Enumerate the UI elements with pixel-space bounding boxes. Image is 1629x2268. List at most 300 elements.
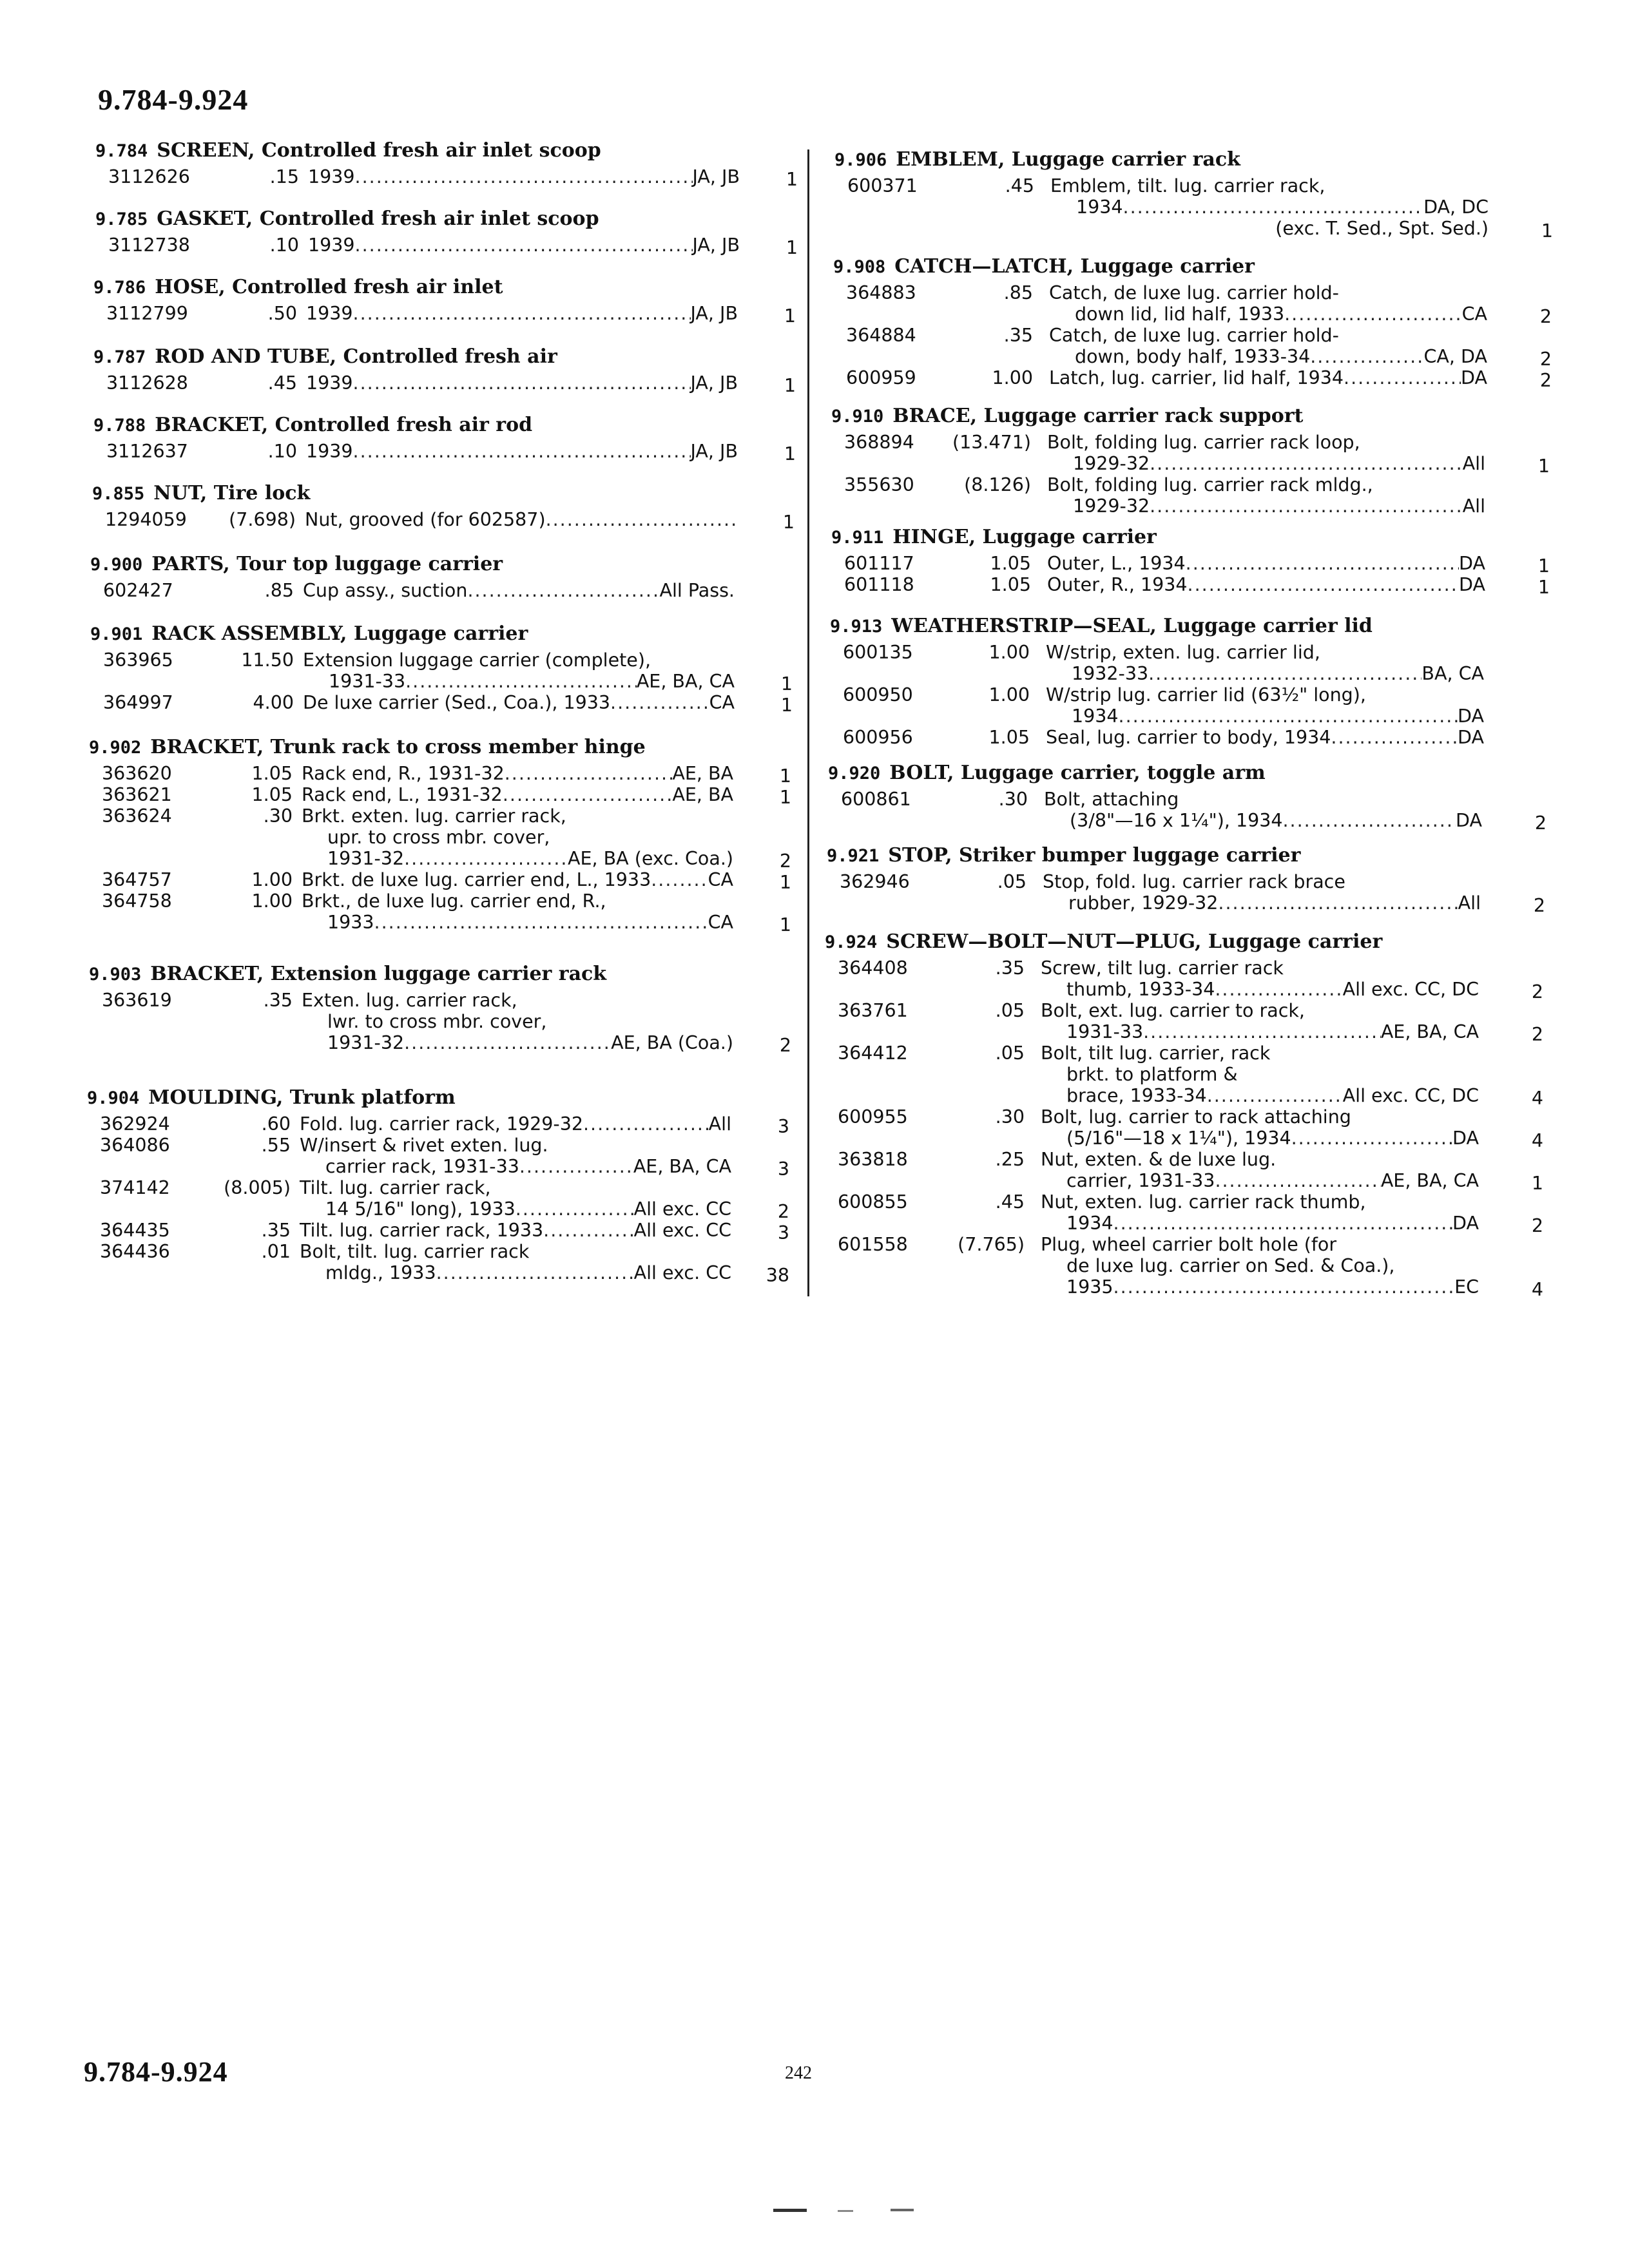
dot-leader xyxy=(519,1156,633,1177)
part-row xyxy=(87,1241,796,1286)
description-text: mldg., 1933 xyxy=(325,1262,436,1283)
part-number: 601558 xyxy=(838,1234,908,1255)
section-title: BRACKET, Extension luggage carrier rack xyxy=(150,963,607,985)
description-line xyxy=(1041,1191,1479,1213)
section-code: 9.910 xyxy=(831,407,884,427)
quantity: 1 xyxy=(784,443,796,465)
part-number: 355630 xyxy=(844,474,914,495)
part-number: 600956 xyxy=(843,727,913,748)
part-number: 602427 xyxy=(103,580,173,601)
quantity: 1 xyxy=(1531,1173,1543,1194)
dot-leader xyxy=(505,763,673,784)
section-title: BRACKET, Controlled fresh air rod xyxy=(155,414,533,436)
dot-leader xyxy=(355,166,693,187)
section-code: 9.901 xyxy=(90,624,143,644)
page-footer-range: 9.784-9.924 xyxy=(84,2056,228,2088)
scan-mark xyxy=(891,2209,914,2211)
section-title: GASKET, Controlled fresh air inlet scoop xyxy=(157,207,599,230)
dot-leader xyxy=(404,1032,611,1053)
part-number: 364408 xyxy=(838,957,908,979)
application-models: AE, BA, CA xyxy=(1380,1170,1479,1191)
description-text: Tilt. lug. carrier rack, xyxy=(300,1177,491,1198)
part-number: 600955 xyxy=(838,1106,908,1128)
catalog-section xyxy=(93,411,802,465)
part-price: 11.50 xyxy=(241,649,294,671)
description-text: de luxe lug. carrier on Sed. & Coa.), xyxy=(1066,1255,1395,1276)
application-models: All exc. CC xyxy=(633,1262,731,1283)
description-line xyxy=(303,649,735,671)
section-code: 9.785 xyxy=(95,209,148,229)
application-models: DA, DC xyxy=(1423,197,1489,218)
section-heading xyxy=(834,146,1569,174)
description-text: W/strip, exten. lug. carrier lid, xyxy=(1046,642,1320,663)
description-line xyxy=(327,827,733,848)
part-number: 600135 xyxy=(843,642,913,663)
part-price: .55 xyxy=(261,1135,291,1156)
part-row xyxy=(825,957,1559,1003)
part-price: .30 xyxy=(263,805,293,827)
description-text: Outer, L., 1934 xyxy=(1047,553,1186,574)
dot-leader xyxy=(1113,1213,1453,1234)
description-line xyxy=(1050,175,1489,197)
catalog-section xyxy=(92,479,801,533)
part-row xyxy=(87,1177,796,1220)
description-text: Exten. lug. carrier rack, xyxy=(302,990,517,1011)
part-price: .45 xyxy=(267,372,297,394)
section-heading xyxy=(95,205,804,233)
section-code: 9.904 xyxy=(87,1088,140,1108)
column-divider xyxy=(807,149,809,1296)
part-row xyxy=(89,805,798,872)
section-title: BOLT, Luggage carrier, toggle arm xyxy=(889,762,1266,784)
description-text: 1929-32 xyxy=(1073,495,1150,517)
dot-leader xyxy=(353,303,691,324)
application-models: AE, BA (exc. Coa.) xyxy=(567,848,733,869)
dot-leader xyxy=(1344,367,1461,389)
page-number: 242 xyxy=(785,2063,812,2083)
description-text: thumb, 1933-34 xyxy=(1066,979,1215,1000)
application-models: All Pass. xyxy=(659,580,735,601)
application-models: JA, JB xyxy=(690,441,738,462)
quantity: 2 xyxy=(1539,370,1552,391)
description-line xyxy=(300,1241,731,1262)
part-row xyxy=(95,235,804,256)
description-line xyxy=(1066,1170,1479,1191)
description-text: Brkt. exten. lug. carrier rack, xyxy=(302,805,566,827)
application-models: CA, DA xyxy=(1423,346,1487,367)
catalog-section xyxy=(93,343,802,396)
description-text: Screw, tilt lug. carrier rack xyxy=(1041,957,1284,979)
description-text: Brkt., de luxe lug. carrier end, R., xyxy=(302,890,606,912)
application-models: AE, BA, CA xyxy=(636,671,735,692)
section-heading xyxy=(830,612,1565,640)
application-models: EC xyxy=(1454,1276,1479,1298)
part-price: .50 xyxy=(267,303,297,324)
description-text: 1931-32 xyxy=(327,848,405,869)
catalog-section xyxy=(89,733,798,936)
application-models: JA, JB xyxy=(692,166,740,187)
part-number: 3112628 xyxy=(106,372,188,394)
description-line xyxy=(1072,706,1484,727)
description-text: upr. to cross mbr. cover, xyxy=(327,827,550,848)
section-title: ROD AND TUBE, Controlled fresh air xyxy=(155,345,557,368)
part-row xyxy=(831,574,1566,598)
description-line xyxy=(1066,1128,1479,1149)
dot-leader xyxy=(1150,495,1463,517)
part-number: 364086 xyxy=(100,1135,170,1156)
application-models: All exc. CC xyxy=(633,1198,731,1220)
description-text: lwr. to cross mbr. cover, xyxy=(327,1011,547,1032)
catalog-section xyxy=(90,620,799,716)
description-text: 1939 xyxy=(306,303,353,324)
section-title: NUT, Tire lock xyxy=(153,482,311,505)
application-models: CA xyxy=(708,912,733,933)
part-row xyxy=(92,509,801,533)
part-price: .85 xyxy=(1003,282,1033,303)
section-code: 9.786 xyxy=(93,278,146,298)
catalog-section xyxy=(825,928,1559,1300)
description-line xyxy=(1075,303,1487,325)
quantity: 3 xyxy=(777,1158,789,1180)
description-line xyxy=(300,1177,731,1198)
catalog-section xyxy=(93,273,802,327)
description-line xyxy=(1066,1255,1479,1276)
dot-leader xyxy=(1188,574,1460,595)
section-title: SCREW—BOLT—NUT—PLUG, Luggage carrier xyxy=(886,930,1383,953)
description-text: Outer, R., 1934 xyxy=(1047,574,1188,595)
description-line xyxy=(302,869,733,890)
quantity: 1 xyxy=(1537,577,1550,598)
part-price: 1.00 xyxy=(988,642,1030,663)
quantity: 2 xyxy=(1531,1215,1543,1236)
description-text: 1929-32 xyxy=(1073,453,1150,474)
scan-mark xyxy=(773,2209,807,2212)
section-code: 9.902 xyxy=(89,738,142,758)
part-number: 600861 xyxy=(841,789,911,810)
description-text: 1934 xyxy=(1072,706,1119,727)
catalog-section xyxy=(834,146,1569,242)
part-row xyxy=(93,372,802,394)
description-line xyxy=(325,1262,731,1283)
dot-leader xyxy=(1186,553,1459,574)
part-row xyxy=(89,890,798,936)
part-price: .05 xyxy=(995,1000,1025,1021)
description-line xyxy=(1047,553,1485,574)
description-line xyxy=(1041,1043,1479,1064)
section-code: 9.906 xyxy=(834,150,887,170)
quantity: 4 xyxy=(1531,1130,1543,1151)
section-heading xyxy=(95,137,804,165)
dot-leader xyxy=(1218,892,1458,914)
description-line xyxy=(1043,871,1481,892)
description-text: Nut, exten. lug. carrier rack thumb, xyxy=(1041,1191,1366,1213)
application-models: JA, JB xyxy=(690,372,738,394)
description-text: Bolt, ext. lug. carrier to rack, xyxy=(1041,1000,1305,1021)
application-models: DA xyxy=(1458,706,1484,727)
section-code: 9.787 xyxy=(93,347,146,367)
description-text: brkt. to platform & xyxy=(1066,1064,1238,1085)
dot-leader xyxy=(546,509,737,530)
quantity: 2 xyxy=(1531,1024,1543,1045)
part-row xyxy=(825,1191,1559,1234)
part-number: 363619 xyxy=(102,990,172,1011)
description-line xyxy=(1076,197,1489,218)
dot-leader xyxy=(1331,727,1458,748)
part-number: 600959 xyxy=(846,367,916,389)
part-row xyxy=(831,474,1566,517)
dot-leader xyxy=(503,784,673,805)
part-row xyxy=(89,784,798,808)
description-line xyxy=(302,990,733,1011)
description-text: 1931-33 xyxy=(1066,1021,1144,1043)
dot-leader xyxy=(467,580,659,601)
application-models: All xyxy=(708,1113,731,1135)
description-line xyxy=(1066,1021,1479,1043)
part-price: .35 xyxy=(261,1220,291,1241)
dot-leader xyxy=(405,671,637,692)
description-text: Stop, fold. lug. carrier rack brace xyxy=(1043,871,1345,892)
description-line xyxy=(1047,474,1485,495)
description-line xyxy=(1041,1149,1479,1170)
part-price: (7.765) xyxy=(958,1234,1025,1255)
quantity: 1 xyxy=(779,914,791,936)
description-line xyxy=(1068,892,1481,914)
description-text: De luxe carrier (Sed., Coa.), 1933 xyxy=(303,692,611,713)
section-heading xyxy=(89,960,798,988)
part-row xyxy=(87,1113,796,1135)
part-price: (8.005) xyxy=(224,1177,291,1198)
part-price: .85 xyxy=(264,580,294,601)
catalog-section xyxy=(830,612,1565,748)
section-heading xyxy=(831,402,1566,430)
section-heading xyxy=(93,343,802,371)
part-row xyxy=(830,642,1565,684)
part-row xyxy=(833,282,1568,325)
part-row xyxy=(89,869,798,893)
quantity: 2 xyxy=(777,1201,789,1222)
part-price: .01 xyxy=(261,1241,291,1262)
section-code: 9.913 xyxy=(830,617,883,637)
section-title: SCREEN, Controlled fresh air inlet scoop xyxy=(157,139,601,162)
quantity: 1 xyxy=(786,237,798,258)
description-line xyxy=(308,235,740,256)
catalog-section xyxy=(828,759,1563,834)
description-text: 1934 xyxy=(1066,1213,1113,1234)
section-title: CATCH—LATCH, Luggage carrier xyxy=(894,255,1255,278)
description-line xyxy=(1046,727,1484,748)
page-header-range: 9.784-9.924 xyxy=(98,83,249,116)
description-text: Bolt, tilt. lug. carrier rack xyxy=(300,1241,530,1262)
application-models: DA xyxy=(1461,367,1487,389)
dot-leader xyxy=(1291,1128,1452,1149)
description-line xyxy=(1041,1106,1479,1128)
description-line xyxy=(1041,957,1479,979)
description-text: Nut, exten. & de luxe lug. xyxy=(1041,1149,1277,1170)
section-heading xyxy=(89,733,798,762)
dot-leader xyxy=(516,1198,634,1220)
application-models: All xyxy=(1462,453,1485,474)
section-code: 9.908 xyxy=(833,257,886,277)
description-text: Rack end, L., 1931-32 xyxy=(302,784,503,805)
quantity: 38 xyxy=(766,1265,789,1286)
part-row xyxy=(833,367,1568,389)
part-price: 1.05 xyxy=(988,727,1030,748)
catalog-section xyxy=(90,550,799,601)
section-title: PARTS, Tour top luggage carrier xyxy=(151,553,503,575)
part-row xyxy=(825,1000,1559,1043)
dot-leader xyxy=(651,869,708,890)
description-line xyxy=(1044,789,1482,810)
dot-leader xyxy=(353,441,691,462)
dot-leader xyxy=(404,848,568,869)
part-number: 362946 xyxy=(840,871,910,892)
part-price: 4.00 xyxy=(253,692,294,713)
part-number: 364883 xyxy=(846,282,916,303)
description-text: Bolt, folding lug. carrier rack mldg., xyxy=(1047,474,1373,495)
application-models: AE, BA, CA xyxy=(633,1156,731,1177)
application-models: AE, BA (Coa.) xyxy=(611,1032,733,1053)
description-line xyxy=(302,890,733,912)
section-title: BRACE, Luggage carrier rack support xyxy=(892,405,1304,427)
dot-leader xyxy=(583,1113,709,1135)
description-text: Bolt, lug. carrier to rack attaching xyxy=(1041,1106,1351,1128)
section-code: 9.924 xyxy=(825,932,878,952)
description-line xyxy=(1066,1085,1479,1106)
application-models: All xyxy=(1462,495,1485,517)
description-line xyxy=(300,1113,731,1135)
part-number: 601118 xyxy=(844,574,914,595)
part-number: 364435 xyxy=(100,1220,170,1241)
quantity: 3 xyxy=(777,1116,789,1137)
dot-leader xyxy=(1215,979,1342,1000)
catalog-section xyxy=(95,137,804,190)
quantity: 2 xyxy=(1539,349,1552,370)
description-text: Bolt, attaching xyxy=(1044,789,1179,810)
application-models: BA, CA xyxy=(1422,663,1484,684)
section-code: 9.784 xyxy=(95,141,148,161)
part-price: .10 xyxy=(269,235,299,256)
quantity: 1 xyxy=(1537,555,1550,577)
quantity: 3 xyxy=(777,1222,789,1244)
description-text: Latch, lug. carrier, lid half, 1934 xyxy=(1049,367,1344,389)
section-title: BRACKET, Trunk rack to cross member hinge xyxy=(150,736,646,758)
quantity: 2 xyxy=(1539,306,1552,327)
catalog-section xyxy=(831,523,1566,598)
dot-leader xyxy=(1123,197,1424,218)
description-line xyxy=(1049,325,1487,346)
catalog-section xyxy=(833,253,1568,391)
quantity: 4 xyxy=(1531,1279,1543,1300)
dot-leader xyxy=(1207,1085,1343,1106)
description-text: 1934 xyxy=(1076,197,1123,218)
catalog-section xyxy=(95,205,804,258)
part-number: 600371 xyxy=(847,175,918,197)
description-text: 1933 xyxy=(327,912,374,933)
part-row xyxy=(831,553,1566,577)
application-models: DA xyxy=(1459,553,1485,574)
quantity: 2 xyxy=(779,1035,791,1056)
description-line xyxy=(1047,574,1485,595)
application-models: AE, BA, CA xyxy=(1380,1021,1479,1043)
part-number: 3112637 xyxy=(106,441,188,462)
description-line xyxy=(1047,432,1485,453)
dot-leader xyxy=(1310,346,1423,367)
part-row xyxy=(87,1135,796,1180)
quantity: 4 xyxy=(1531,1088,1543,1109)
part-number: 364758 xyxy=(102,890,172,912)
section-title: HOSE, Controlled fresh air inlet xyxy=(155,276,503,298)
part-price: .30 xyxy=(998,789,1028,810)
dot-leader xyxy=(353,372,691,394)
description-line xyxy=(1073,453,1485,474)
description-text: down, body half, 1933-34 xyxy=(1075,346,1311,367)
description-text: 1931-33 xyxy=(329,671,406,692)
section-heading xyxy=(93,411,802,439)
application-models: JA, JB xyxy=(692,235,740,256)
description-text: 1931-32 xyxy=(327,1032,405,1053)
description-text: carrier, 1931-33 xyxy=(1066,1170,1215,1191)
description-line xyxy=(325,1198,731,1220)
part-row xyxy=(90,692,799,716)
section-code: 9.903 xyxy=(89,965,142,985)
quantity: 1 xyxy=(1537,456,1550,477)
description-text: 1939 xyxy=(308,166,355,187)
part-row xyxy=(87,1220,796,1244)
application-models: DA xyxy=(1459,574,1485,595)
section-title: HINGE, Luggage carrier xyxy=(892,526,1157,548)
description-text: brace, 1933-34 xyxy=(1066,1085,1207,1106)
section-heading xyxy=(833,253,1568,281)
part-row xyxy=(833,325,1568,370)
section-code: 9.855 xyxy=(92,484,145,504)
section-title: MOULDING, Trunk platform xyxy=(148,1086,456,1109)
catalog-section xyxy=(87,1084,796,1286)
description-text: Extension luggage carrier (complete), xyxy=(303,649,651,671)
description-line xyxy=(1050,218,1489,239)
quantity: 2 xyxy=(1531,981,1543,1003)
part-row xyxy=(828,789,1563,834)
description-text: W/insert & rivet exten. lug. xyxy=(300,1135,548,1156)
dot-leader xyxy=(1150,453,1463,474)
description-line xyxy=(1046,642,1484,663)
part-price: .15 xyxy=(269,166,299,187)
part-row xyxy=(831,432,1566,477)
part-number: 364884 xyxy=(846,325,916,346)
part-number: 363965 xyxy=(103,649,173,671)
description-line xyxy=(306,303,738,324)
quantity: 1 xyxy=(780,673,793,695)
dot-leader xyxy=(436,1262,634,1283)
application-models: All exc. CC xyxy=(633,1220,731,1241)
description-line xyxy=(327,1032,733,1053)
dot-leader xyxy=(543,1220,633,1241)
dot-leader xyxy=(355,235,693,256)
description-text: (exc. T. Sed., Spt. Sed.) xyxy=(1275,218,1489,239)
part-row xyxy=(825,1234,1559,1298)
part-row xyxy=(93,303,802,327)
quantity: 1 xyxy=(779,787,791,808)
part-number: 363818 xyxy=(838,1149,908,1170)
part-row xyxy=(825,1149,1559,1194)
part-row xyxy=(93,441,802,465)
description-line xyxy=(1049,367,1487,389)
quantity: 1 xyxy=(1541,220,1553,242)
description-line xyxy=(1075,346,1487,367)
dot-leader xyxy=(1282,810,1456,831)
description-text: carrier rack, 1931-33 xyxy=(325,1156,519,1177)
description-line xyxy=(1041,1234,1479,1255)
description-line xyxy=(1049,282,1487,303)
